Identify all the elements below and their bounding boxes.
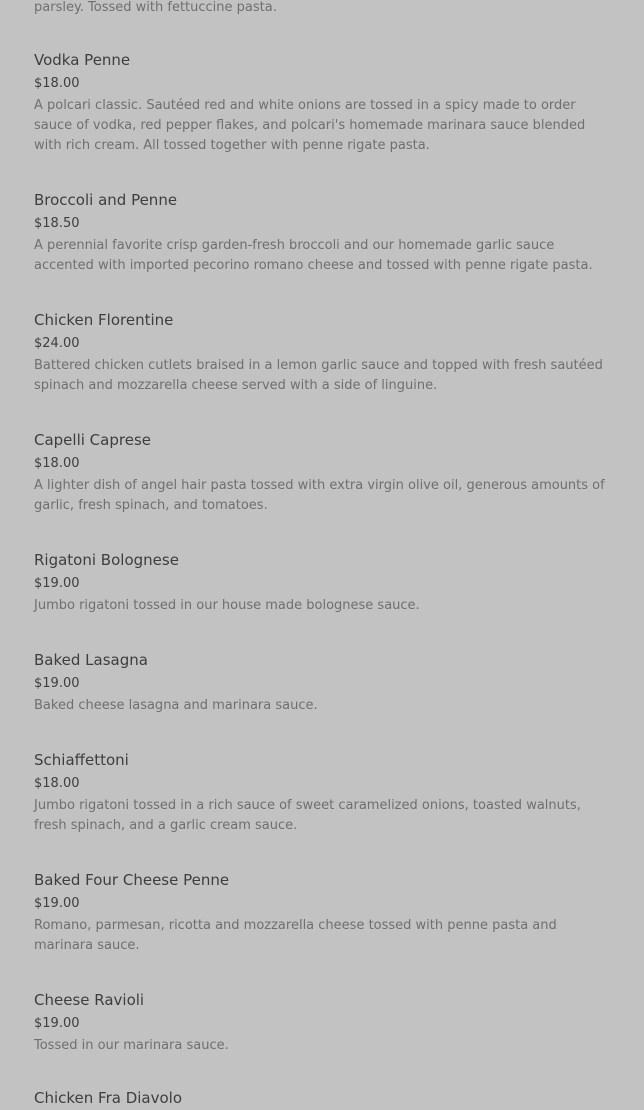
menu-item-description: Romano, parmesan, ricotta and mozzarella cheese tossed with penne pasta and marinara sauce.	[34, 918, 557, 953]
menu-item	[34, 748, 614, 868]
menu-item-description: A polcari classic. Sautéed red and white onions are tossed in a spicy made to order sauce of vodka, red pepper flakes, and polcari's homemade marinara sauce blended with rich cream. All tossed together with penne rigate pasta.	[34, 98, 586, 153]
menu-item-price: $18.00	[34, 76, 80, 91]
menu-item-price: $18.00	[34, 776, 80, 791]
menu-item-description: A lighter dish of angel hair pasta tossed with extra virgin olive oil, generous amounts of garlic, fresh spinach, and tomatoes.	[34, 478, 605, 513]
menu-item-list	[34, 48, 614, 1106]
menu-item-description: Battered chicken cutlets braised in a lemon garlic sauce and topped with fresh sautéed spinach and mozzarella cheese served with a side of linguine.	[34, 358, 603, 393]
menu-item-price: $18.00	[34, 456, 80, 471]
menu-item-name: Rigatoni Bolognese	[34, 551, 179, 569]
menu-item-name: Baked Lasagna	[34, 651, 148, 669]
menu-item-name: Capelli Caprese	[34, 431, 151, 449]
menu-item	[34, 648, 614, 748]
menu-item	[34, 548, 614, 648]
menu-item-description-fragment: parsley. Tossed with fettuccine pasta.	[34, 0, 277, 15]
menu-item-name: Chicken Fra Diavolo	[34, 1089, 183, 1107]
menu-item-description: Baked cheese lasagna and marinara sauce.	[34, 698, 318, 713]
menu-item-name: Baked Four Cheese Penne	[34, 871, 230, 889]
menu-item-description: Tossed in our marinara sauce.	[34, 1038, 229, 1053]
menu-item	[34, 1086, 614, 1106]
menu-item-price: $19.00	[34, 576, 80, 591]
menu-item-price: $19.00	[34, 676, 80, 691]
menu-item-price: $19.00	[34, 1016, 80, 1031]
menu-item-price: $24.00	[34, 336, 80, 351]
menu-item-name: Vodka Penne	[34, 51, 131, 69]
menu-item-price: $19.00	[34, 896, 80, 911]
menu-item	[34, 188, 614, 308]
menu-item	[34, 308, 614, 428]
menu-item-description: Jumbo rigatoni tossed in our house made bolognese sauce.	[34, 598, 420, 613]
menu-item-name: Chicken Florentine	[34, 311, 174, 329]
menu-item	[34, 988, 614, 1086]
menu-item-description: Jumbo rigatoni tossed in a rich sauce of sweet caramelized onions, toasted walnuts, fresh spinach, and a garlic cream sauce.	[34, 798, 581, 833]
menu-item-name: Cheese Ravioli	[34, 991, 145, 1009]
menu-item-name: Broccoli and Penne	[34, 191, 178, 209]
menu-item-description: A perennial favorite crisp garden-fresh broccoli and our homemade garlic sauce accented with imported pecorino romano cheese and tossed with penne rigate pasta.	[34, 238, 593, 273]
menu-item	[34, 868, 614, 988]
menu-item-name: Schiaffettoni	[34, 751, 129, 769]
menu-item	[34, 48, 614, 188]
menu-item	[34, 428, 614, 548]
menu-item-price: $18.50	[34, 216, 80, 231]
